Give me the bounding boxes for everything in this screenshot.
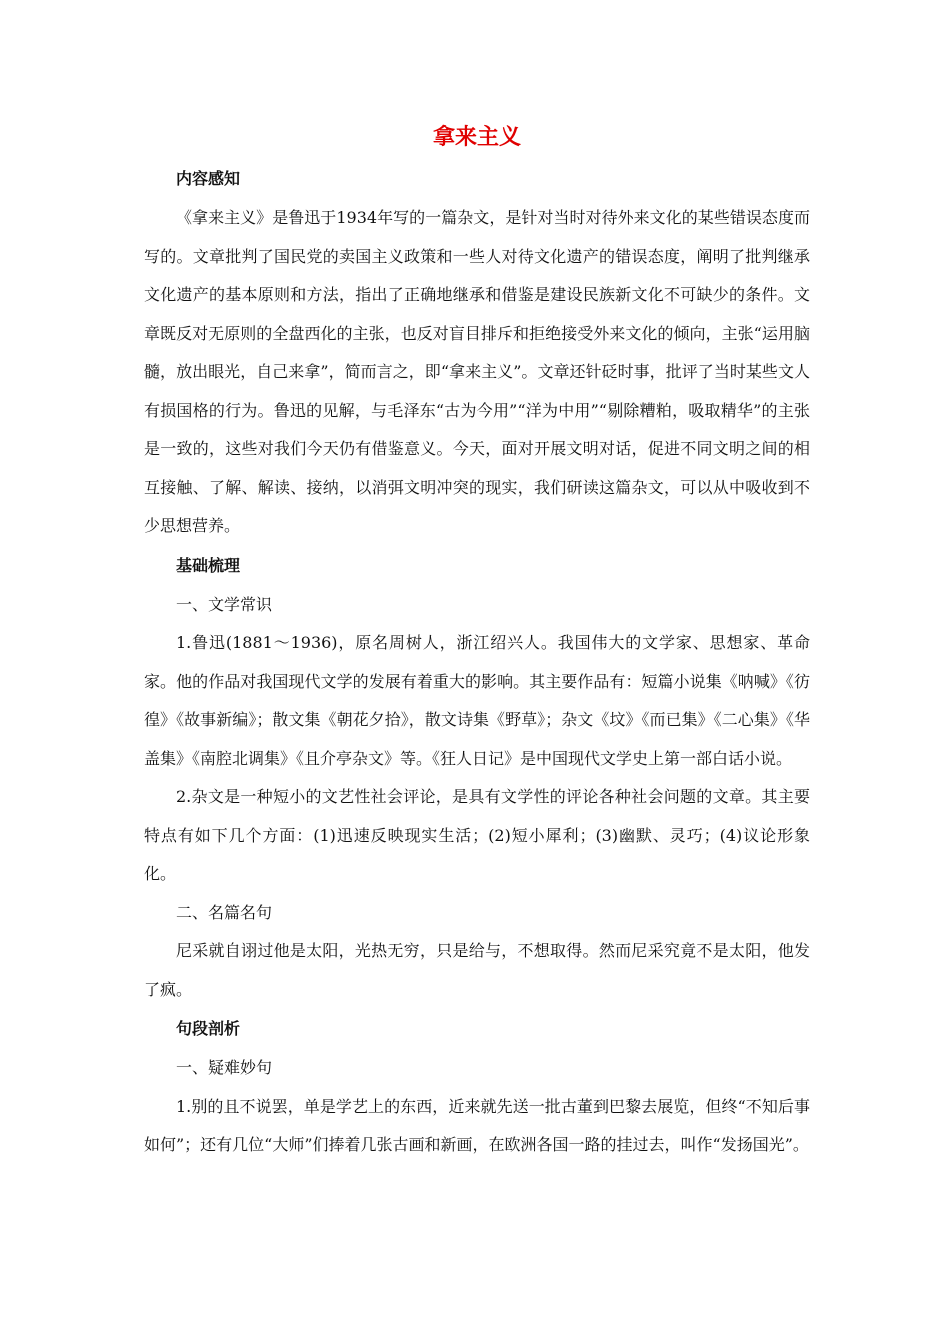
subheading-famous-quotes: 二、名篇名句	[176, 902, 273, 922]
document-body	[144, 120, 810, 1165]
subheading-literary-knowledge: 一、文学常识	[176, 594, 273, 614]
paragraph: 《拿来主义》是鲁迅于1934年写的一篇杂文，是针对当时对待外来文化的某些错误态度而写的。文章批判了国民党的卖国主义政策和一些人对待文化遗产的错误态度，阐明了批判继承文化遗产的基本原则和方法，指出了正确地继承和借鉴是建设民族新文化不可缺少的条件。文章既反对无原则的全盘西化的主张，也反对盲目排斥和拒绝接受外来文化的倾向，主张“运用脑髓，放出眼光，自己来拿”，简而言之，即“拿来主义”。文章还针砭时事，批评了当时某些文人有损国格的行为。鲁迅的见解，与毛泽东“古为今用”“洋为中用”“剔除糟粕，吸取精华”的主张是一致的，这些对我们今天仍有借鉴意义。今天，面对开展文明对话，促进不同文明之间的相互接触、了解、解读、接纳，以消弭文明冲突的现实，我们研读这篇杂文，可以从中吸收到不少思想营养。	[144, 208, 810, 535]
section-heading-analysis: 句段剖析	[176, 1019, 241, 1038]
document-title: 拿来主义	[432, 125, 521, 150]
paragraph: 1.别的且不说罢，单是学艺上的东西，近来就先送一批古董到巴黎去展览，但终“不知后事如何”；还有几位“大师”们捧着几张古画和新画，在欧洲各国一路的挂过去，叫作“发扬国光”。	[144, 1096, 810, 1154]
section-heading-content-perception: 内容感知	[176, 169, 241, 188]
subheading-difficult-sentences: 一、疑难妙句	[176, 1058, 273, 1077]
paragraph: 1.鲁迅(1881～1936)，原名周树人，浙江绍兴人。我国伟大的文学家、思想家、革命家。他的作品对我国现代文学的发展有着重大的影响。其主要作品有：短篇小说集《呐喊》《彷徨》《故事新编》；散文集《朝花夕拾》，散文诗集《野草》；杂文《坟》《而已集》《二心集》《华盖集》《南腔北调集》《且介亭杂文》等。《狂人日记》是中国现代文学史上第一部白话小说。	[144, 633, 810, 768]
section-heading-basics: 基础梳理	[176, 555, 241, 575]
paragraph: 尼采就自诩过他是太阳，光热无穷，只是给与，不想取得。然而尼采究竟不是太阳，他发了疯。	[144, 941, 810, 999]
paragraph: 2.杂文是一种短小的文艺性社会评论，是具有文学性的评论各种社会问题的文章。其主要特点有如下几个方面：(1)迅速反映现实生活；(2)短小犀利；(3)幽默、灵巧；(4)议论形象化。	[144, 787, 810, 883]
